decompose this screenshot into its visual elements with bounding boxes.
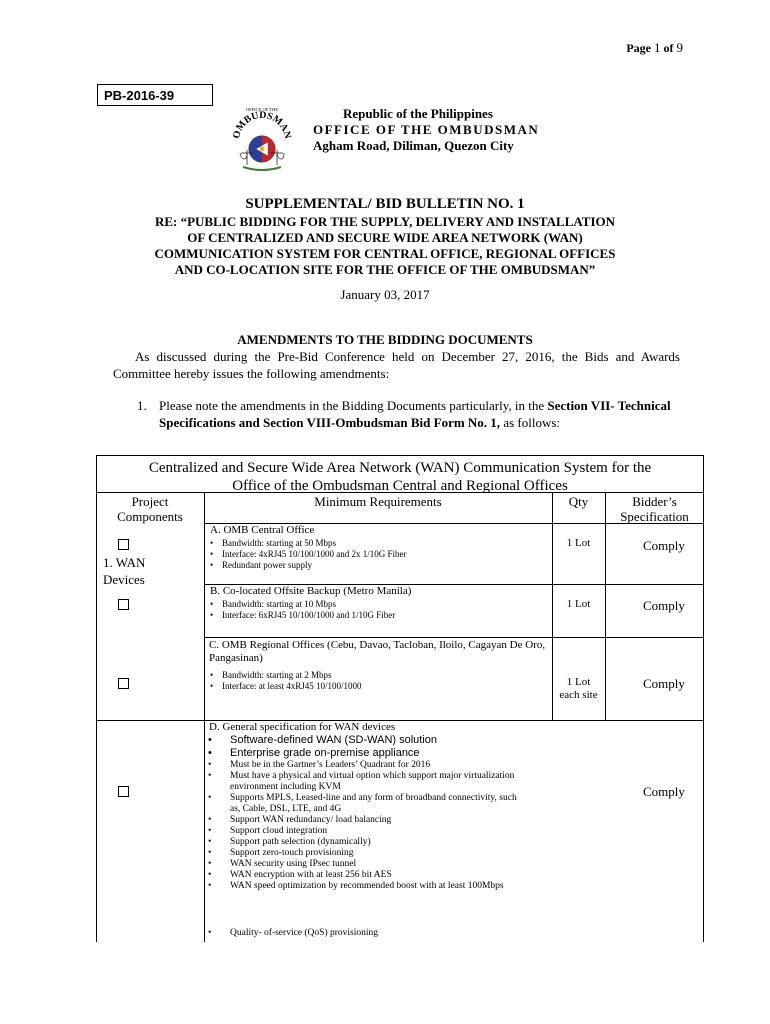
re-line: OF CENTRALIZED AND SECURE WIDE AREA NETWORK (WAN) bbox=[187, 230, 583, 245]
header-qty: Qty bbox=[568, 494, 589, 509]
seal-small-text: OFFICE OF THE bbox=[245, 107, 279, 112]
re-line: RE: “PUBLIC BIDDING FOR THE SUPPLY, DELIVERY AND INSTALLATION bbox=[154, 214, 616, 229]
amendments-heading: AMENDMENTS TO THE BIDDING DOCUMENTS bbox=[237, 332, 533, 347]
header-minimum-requirements: Minimum Requirements bbox=[314, 494, 442, 509]
list-item: • Support cloud integration bbox=[206, 826, 526, 837]
list-item: • Interface: at least 4xRJ45 10/100/1000 bbox=[210, 681, 550, 692]
letterhead-line-2: OFFICE OF THE OMBUDSMAN bbox=[313, 122, 540, 137]
re-line: COMMUNICATION SYSTEM FOR CENTRAL OFFICE, REGIONAL OFFICES bbox=[154, 246, 616, 261]
section-d-bullets bbox=[206, 734, 526, 892]
list-item: • Supports MPLS, Leased-line and any form of broadband connectivity, such as, Cable, DSL, LTE, and 4G bbox=[206, 793, 526, 815]
list-item: • Bandwidth: starting at 50 Mbps bbox=[210, 538, 550, 549]
seal-arc-text: OMBUDSMAN bbox=[231, 109, 293, 140]
list-marker: 1. bbox=[137, 398, 147, 413]
section-b-bullets bbox=[210, 599, 550, 621]
re-line: AND CO-LOCATION SITE FOR THE OFFICE OF THE OMBUDSMAN” bbox=[174, 262, 596, 277]
table-title: Centralized and Secure Wide Area Network (WAN) Communication System for the Office of the Ombudsman Central and Regional Offices bbox=[148, 460, 652, 494]
list-item: • Bandwidth: starting at 2 Mbps bbox=[210, 670, 550, 681]
document-id-box bbox=[97, 84, 213, 106]
section-c-bullets bbox=[210, 670, 550, 692]
list-item: • Must be in the Gartner’s Leaders’ Quadrant for 2016 bbox=[206, 760, 526, 771]
letterhead bbox=[313, 106, 539, 154]
list-item: • Quality- of-service (QoS) provisioning bbox=[206, 928, 526, 939]
list-item: • Enterprise grade on-premise appliance bbox=[206, 747, 526, 760]
header-bidder-specification: Bidder’s Specification bbox=[620, 494, 689, 524]
section-a-spec: Comply bbox=[643, 538, 685, 553]
list-item: • WAN security using IPsec tunnel bbox=[206, 859, 526, 870]
list-item: • Redundant power supply bbox=[210, 560, 550, 571]
intro-paragraph: As discussed during the Pre-Bid Conference held on December 27, 2016, the Bids and Awards Committee hereby issues the following amendments: bbox=[113, 349, 680, 381]
amendment-item-1: 1. Please note the amendments in the Bidding Documents particularly, in the Section VII- Technical Specifications and Section VIII-Ombudsman Bid Form No. 1, as follows: bbox=[137, 398, 671, 430]
section-c-spec: Comply bbox=[643, 676, 685, 691]
letterhead-line-1: Republic of the Philippines bbox=[343, 106, 493, 121]
section-d-heading: D. General specification for WAN devices bbox=[209, 721, 396, 733]
document-id: PB-2016-39 bbox=[104, 88, 175, 103]
section-a-heading: A. OMB Central Office bbox=[210, 524, 315, 536]
letterhead-line-3: Agham Road, Diliman, Quezon City bbox=[313, 138, 514, 153]
checkbox-section-a[interactable] bbox=[118, 539, 129, 550]
re-subject bbox=[0, 214, 770, 278]
header-project-components: Project Components bbox=[117, 494, 183, 524]
list-item: • WAN speed optimization by recommended boost with at least 100Mbps bbox=[206, 881, 526, 892]
bulletin-title: SUPPLEMENTAL/ BID BULLETIN NO. 1 bbox=[245, 196, 525, 212]
list-item: • Bandwidth: starting at 10 Mbps bbox=[210, 599, 550, 610]
section-a-qty: 1 Lot bbox=[566, 537, 591, 549]
component-label: 1. WAN Devices bbox=[103, 555, 146, 587]
checkbox-section-c[interactable] bbox=[118, 678, 129, 689]
section-a-bullets bbox=[210, 538, 550, 571]
section-b-qty: 1 Lot bbox=[566, 598, 591, 610]
list-item: • Support path selection (dynamically) bbox=[206, 837, 526, 848]
section-d-last-bullet bbox=[206, 928, 526, 939]
section-b-heading: B. Co-located Offsite Backup (Metro Manila) bbox=[210, 585, 412, 597]
list-item: • Interface: 4xRJ45 10/100/1000 and 2x 1/10G Fiber bbox=[210, 549, 550, 560]
list-item: • Software-defined WAN (SD-WAN) solution bbox=[206, 734, 526, 747]
list-item: • Interface: 6xRJ45 10/100/1000 and 1/10G Fiber bbox=[210, 610, 550, 621]
list-item: • Support zero-touch provisioning bbox=[206, 848, 526, 859]
page-number: Page 1 of 9 bbox=[626, 40, 683, 55]
ombudsman-seal-icon bbox=[227, 103, 297, 173]
section-b-spec: Comply bbox=[643, 598, 685, 613]
bulletin-date: January 03, 2017 bbox=[340, 287, 430, 302]
checkbox-section-d[interactable] bbox=[118, 786, 129, 797]
section-c-qty: 1 Lot each site bbox=[559, 676, 598, 701]
list-item: • Must have a physical and virtual option which support major virtualization environment including KVM bbox=[206, 771, 526, 793]
section-d-spec: Comply bbox=[643, 784, 685, 799]
list-item: • WAN encryption with at least 256 bit AES bbox=[206, 870, 526, 881]
checkbox-section-b[interactable] bbox=[118, 599, 129, 610]
list-item: • Support WAN redundancy/ load balancing bbox=[206, 815, 526, 826]
section-c-heading: C. OMB Regional Offices (Cebu, Davao, Tacloban, Iloilo, Cagayan De Oro, Pangasinan) bbox=[209, 639, 546, 664]
